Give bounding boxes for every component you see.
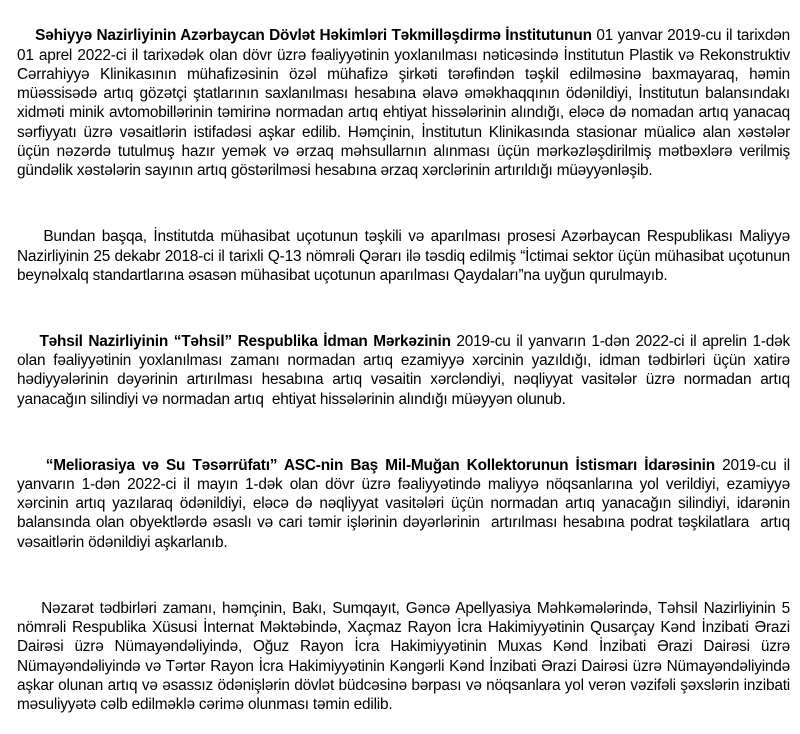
paragraph-body-text: Nəzarət tədbirləri zamanı, həmçinin, Bakı, Sumqayıt, Gəncə Apellyasiya Məhkəmələrində, Təhsil Nazirliyinin 5 nömrəli Respublika Xüsusi İnternat Məktəbində, Xaçmaz Rayon İcra Hakimiyyətinin Qusarçay Kənd İnzibati Ərazi Dairəsi üzrə Nümayəndəliyində, Oğuz Rayon İcra Hakimiyyətinin Muxas Kənd İnzibati Ərazi Dairəsi üzrə Nümayəndəliyində və Tərtər Rayon İcra Hakimiyyətinin Kəngərli Kənd İnzibati Ərazi Dairəsi üzrə Nümayəndəliyində aşkar olunan artıq və əsassız ödənişlərin dövlət büdcəsinə bərpası və nöqsanlara yol verən vəzifəli şəxslərin inzibati məsuliyyətə cəlb edilməklə cərimə olunması təmin edilib. (17, 599, 795, 714)
paragraph-muhasibat-ucotu (17, 208, 795, 304)
paragraph-lead-bold: Təhsil Nazirliyinin “Təhsil” Respublika İdman Mərkəzinin (39, 332, 451, 350)
paragraph-lead-bold: Səhiyyə Nazirliyinin Azərbaycan Dövlət Həkimləri Təkmilləşdirmə İnstitutunun (35, 27, 592, 45)
paragraph-meliorasiya-asc (17, 436, 795, 571)
paragraph-body-text: 2019-cu il yanvarın 1-dən 2022-ci il mayın 1-dək olan dövr üzrə fəaliyyətində maliyyə nöqsanlarına yol verildiyi, ezamiyyə xərcinin artıq yazılaraq ödənildiyi, eləcə də nəqliyyat vasitələri üçün normadan artıq yanacağın silindiyi, idarənin balansında olan obyektlərdə əsaslı və cari təmir işlərinin dəyərlərinin artırılması hesabına podrat təşkilatlara artıq vəsaitlərin ödənildiyi aşkarlanıb. (17, 456, 795, 551)
paragraph-body-text: Bundan başqa, İnstitutda mühasibat uçotunun təşkili və aparılması prosesi Azərbaycan Respublikası Maliyyə Nazirliyinin 25 dekabr 2018-ci il tarixli Q-13 nömrəli Qərarı ilə təsdiq edilmiş “İctimai sektor üçün mühasibat uçotunun beynəlxalq standartlarına əsasən mühasibat uçotunun aparılması Qaydaları”na uyğun qurulmayıb. (17, 228, 795, 284)
paragraph-lead-bold: “Meliorasiya və Su Təsərrüfatı” ASC-nin Baş Mil-Muğan Kollektorunun İstismarı İdarəsinin (45, 456, 715, 474)
paragraph-body-text: 01 yanvar 2019-cu il tarixdən 01 aprel 2022-ci il tarixədək olan dövr üzrə fəaliyyətinin yoxlanılması nəticəsində İnstitutun Plastik və Rekonstruktiv Cərrahiyyə Klinikasının mühafizəsinin özəl mühafizə şirkəti tərəfindən təşkil edilməsinə baxmayaraq, həmin müəssisədə artıq gözətçi ştatlarının saxlanılması hesabına əlavə əməkhaqqının ödənildiyi, İnstitutun balansındakı xidməti minik avtomobillərinin təmirinə normadan artıq ehtiyat hissələrinin alındığı, eləcə də nomadan artıq yanacaq sərfiyyatı üzrə vəsaitlərin istifadəsi aşkar edilib. Həmçinin, İnstitutun Klinikasında stasionar müalicə alan xəstələr üçün nəzərdə tutulmuş hazır yemək və ərzaq məhsullarnın alınması üçün mərkəzləşdirilmiş mətbəxlərə verilmiş gündəlik xəstələrin sayının artıq göstərilməsi hesabına ərzaq xərclərinin artırıldığı müəyyənləşib. (17, 27, 795, 180)
paragraph-sehiyye-nazirliyi (17, 7, 795, 200)
paragraph-tehsil-nazirliyi (17, 312, 795, 428)
paragraph-body-text: 2019-cu il yanvarın 1-dən 2022-ci il aprelin 1-dək olan fəaliyyətinin yoxlanılması zamanı normadan artıq ezamiyyə xərcinin yazıldığı, idman tədbirləri üçün xatirə hədiyyələrinin dəyərinin artırılması hesabına artıq vəsaitin xərcləndiyi, nəqliyyat vasitələr üzrə normadan artıq yanacağın silindiyi və normadan artıq ehtiyat hissələrinin alındığı müəyyən olunub. (17, 332, 795, 408)
paragraph-nezaret-tedbirleri (17, 579, 795, 733)
